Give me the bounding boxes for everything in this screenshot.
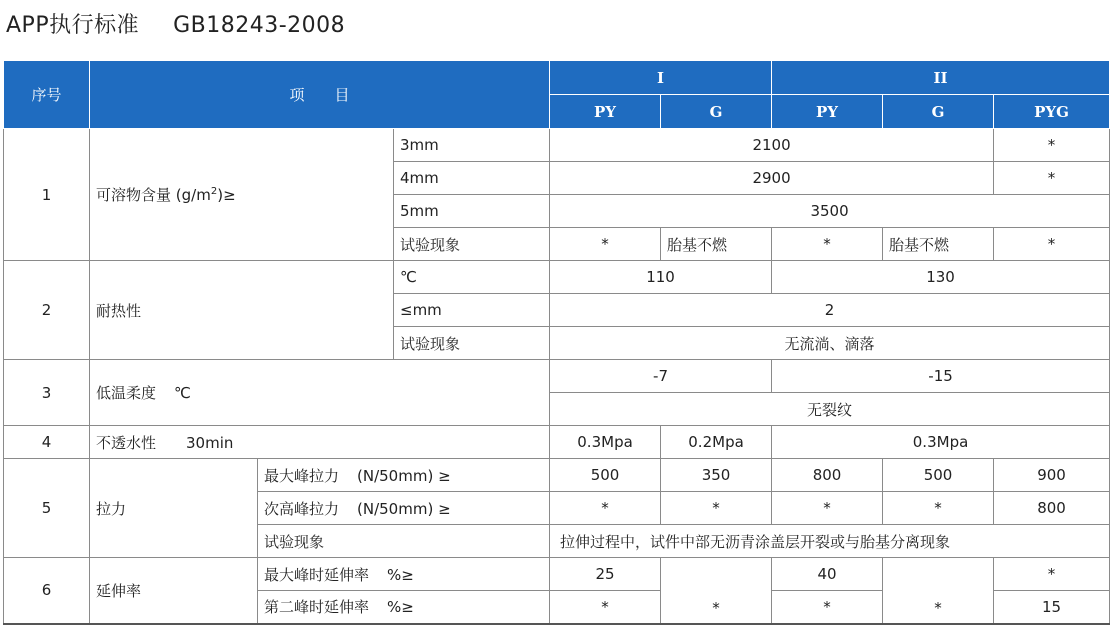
sub-label: 最大峰时延伸率 %≥ [258, 558, 550, 591]
page-title [6, 8, 345, 39]
value-cell: 500 [883, 459, 994, 492]
value-cell: 3500 [550, 195, 1110, 228]
title-standard: GB18243-2008 [173, 13, 346, 38]
value-cell: 800 [994, 492, 1110, 525]
title-prefix: APP执行标准 [6, 13, 140, 38]
row-label: 拉力 [90, 459, 258, 558]
value-cell: * [883, 492, 994, 525]
sub-label: 5mm [394, 195, 550, 228]
row-number: 6 [4, 558, 90, 624]
value-cell: 350 [661, 459, 772, 492]
header-row-1 [4, 61, 1110, 95]
table-row [4, 459, 1110, 492]
sub-label: 3mm [394, 129, 550, 162]
header-grade-1: I [550, 61, 772, 95]
value-cell: * [994, 558, 1110, 591]
value-cell: * [772, 492, 883, 525]
sub-label: 次高峰拉力 (N/50mm) ≥ [258, 492, 550, 525]
value-cell: 2900 [550, 162, 994, 195]
sub-label: 试验现象 [394, 228, 550, 261]
header-type: PY [772, 95, 883, 129]
value-cell: 无裂纹 [550, 393, 1110, 426]
row-label: 延伸率 [90, 558, 258, 624]
value-cell: * [550, 492, 661, 525]
row-number: 3 [4, 360, 90, 426]
value-cell: * [661, 558, 772, 624]
value-cell: -15 [772, 360, 1110, 393]
value-cell: 0.2Mpa [661, 426, 772, 459]
row-number: 5 [4, 459, 90, 558]
value-cell: 胎基不燃 [883, 228, 994, 261]
sub-label: 最大峰拉力 (N/50mm) ≥ [258, 459, 550, 492]
value-cell: * [550, 591, 661, 624]
value-cell: 胎基不燃 [661, 228, 772, 261]
sub-label: 第二峰时延伸率 %≥ [258, 591, 550, 624]
value-cell: 800 [772, 459, 883, 492]
value-cell: 110 [550, 261, 772, 294]
table-row [4, 129, 1110, 162]
value-cell: * [883, 558, 994, 624]
header-type: PYG [994, 95, 1110, 129]
row-number: 1 [4, 129, 90, 261]
table-row [4, 426, 1110, 459]
header-no: 序号 [4, 61, 90, 129]
sub-label: 4mm [394, 162, 550, 195]
value-cell: 2 [550, 294, 1110, 327]
value-cell: * [550, 228, 661, 261]
value-cell: 130 [772, 261, 1110, 294]
value-cell: 40 [772, 558, 883, 591]
value-cell: * [661, 492, 772, 525]
sub-label: ℃ [394, 261, 550, 294]
table-row [4, 360, 1110, 393]
row-number: 2 [4, 261, 90, 360]
sub-label: 试验现象 [258, 525, 550, 558]
value-cell: 0.3Mpa [550, 426, 661, 459]
value-cell: 0.3Mpa [772, 426, 1110, 459]
value-cell: * [994, 162, 1110, 195]
header-item: 项 目 [90, 61, 550, 129]
row-label: 不透水性 30min [90, 426, 550, 459]
value-cell: 25 [550, 558, 661, 591]
value-cell: 900 [994, 459, 1110, 492]
row-label: 低温柔度 ℃ [90, 360, 550, 426]
header-grade-2: II [772, 61, 1110, 95]
table-row [4, 558, 1110, 591]
value-cell: * [772, 228, 883, 261]
value-cell: 15 [994, 591, 1110, 624]
table-row [4, 261, 1110, 294]
value-cell: 500 [550, 459, 661, 492]
value-cell: 无流淌、滴落 [550, 327, 1110, 360]
row-label: 耐热性 [90, 261, 394, 360]
spec-table [3, 60, 1110, 625]
value-cell: 拉伸过程中，试件中部无沥青涂盖层开裂或与胎基分离现象 [550, 525, 1110, 558]
value-cell: -7 [550, 360, 772, 393]
header-type: PY [550, 95, 661, 129]
value-cell: * [994, 129, 1110, 162]
sub-label: 试验现象 [394, 327, 550, 360]
sub-label: ≤mm [394, 294, 550, 327]
header-type: G [661, 95, 772, 129]
value-cell: * [994, 228, 1110, 261]
header-type: G [883, 95, 994, 129]
row-number: 4 [4, 426, 90, 459]
row-label: 可溶物含量 $(g/m^2)\ge$ [90, 129, 394, 261]
value-cell: 2100 [550, 129, 994, 162]
value-cell: * [772, 591, 883, 624]
